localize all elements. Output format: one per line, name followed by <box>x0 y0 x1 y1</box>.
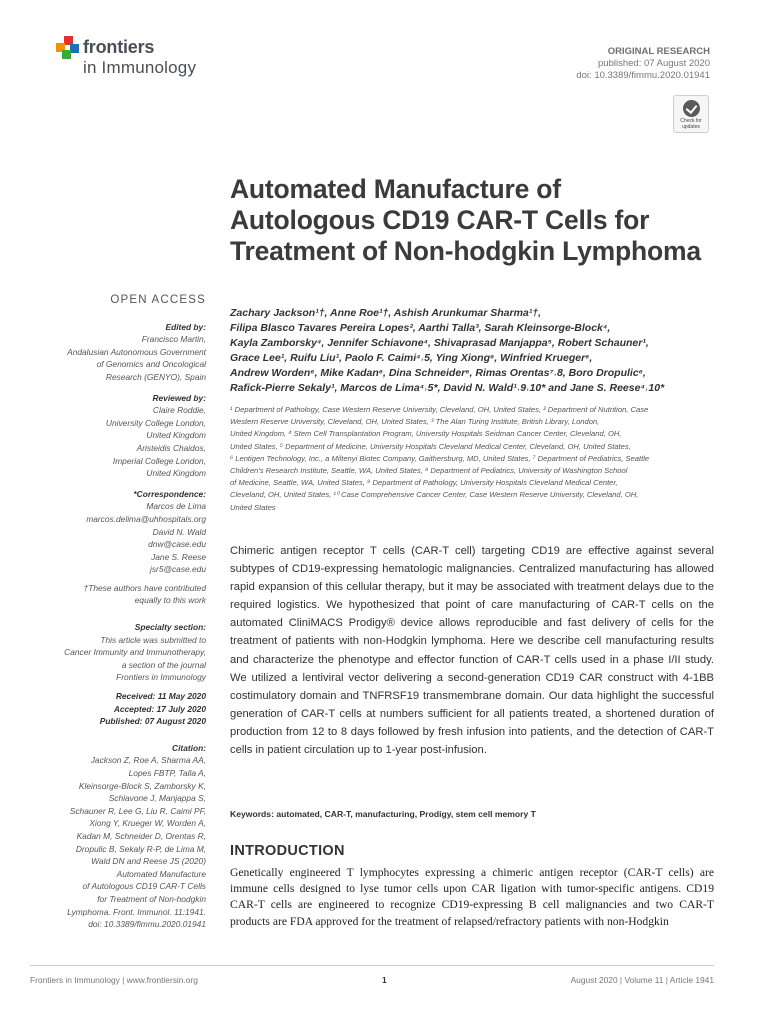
email-link[interactable]: dnw@case.edu <box>148 539 206 550</box>
footer-journal-link[interactable]: Frontiers in Immunology | www.frontiersin.org <box>30 975 198 985</box>
accepted-date: Accepted: 17 July 2020 <box>113 703 206 714</box>
article-type: ORIGINAL RESEARCH <box>607 46 710 57</box>
email-link[interactable]: jsr5@case.edu <box>150 564 206 575</box>
specialty-section-label: Specialty section: <box>134 622 206 633</box>
author-line: Grace Lee¹, Ruifu Liu¹, Paolo F. Caimi⁴˒5, Ying Xiong⁶, Winfried Krueger⁶, <box>230 352 593 364</box>
open-access-label: OPEN ACCESS <box>110 294 206 306</box>
citation-doi-link[interactable]: doi: 10.3389/fimmu.2020.01941 <box>88 919 206 930</box>
frontiers-logo-icon <box>56 36 80 60</box>
author-line: Filipa Blasco Tavares Pereira Lopes², Aarthi Talla³, Sarah Kleinsorge-Block⁴, <box>230 322 611 334</box>
equal-contribution-note: †These authors have contributed equally to this work <box>83 582 206 606</box>
abstract: Chimeric antigen receptor T cells (CAR-T cell) targeting CD19 are effective against several subtypes of CD19-expressing hematologic malignancies. Centralized manufacturing has allowed rapid expansion of this cellular therapy, but it may be associated with treatment delays due to the required logistics. We hypothesized that point of care manufacturing of CAR-T cells on the automated CliniMACS Prodigy® device allows reproducible and fast delivery of cells for the treatment of patients with non-Hodgkin lymphoma. Here we describe cell manufacturing results and characterize the phenotype and effector function of CAR-T cells used in a phase I/II study. We utilized a lentiviral vector delivering a second-generation CD19 CAR construct with 4-1BB costimulatory domain and TNFRSF19 transmembrane domain. Our data highlight the successful generation of CAR-T cells at numbers sufficient for all patients treated, a shortened duration of production from 12 to 8 days followed by fresh infusion into patients, and the detection of CAR-T cells in patient circulation up to 1-year post-infusion. <box>230 545 714 757</box>
reviewed-by-label: Reviewed by: <box>152 392 206 403</box>
article-meta <box>576 46 710 82</box>
citation-text: Jackson Z, Roe A, Sharma AA, Lopes FBTP, Talla A, Kleinsorge-Block S, Zamborsky K, Schiavone J, Manjappa S, Schauner R, Lee G, Liu R, Caimi PF, Xiong Y, Krueger W, Worden A, Kadan M, Schneider D, Orentas R, Dropulic B, Sekaly R-P, de Lima M, Wald DN and Reese JS (2020) Automated Manufacture of Autologous CD19 CAR-T Cells for Treatment of Non-hodgkin Lymphoma. Front. Immunol. 11:1941. doi: 10.3389/fimmu.2020.01941 <box>30 754 206 930</box>
page-footer <box>30 965 714 985</box>
keywords: Keywords: automated, CAR-T, manufacturing, Prodigy, stem cell memory T <box>230 809 536 819</box>
email-link[interactable]: marcos.delima@uhhospitals.org <box>86 513 206 524</box>
correspondence-list: Marcos de Lima marcos.delima@uhhospitals.org David N. Wald dnw@case.edu Jane S. Reese jsr5@case.edu <box>30 500 206 576</box>
check-for-updates-button[interactable] <box>673 95 709 133</box>
introduction-text: Genetically engineered T lymphocytes expressing a chimeric antigen receptor (CAR-T cells) are immune cells designed to lyse tumor cells upon CAR ligation with tumor-specific antigens. CD19 CAR-T cells are engineered to recognize CD19-expressing B cell malignancies and two CAR-T products are FDA approved for the treatment of relapsed/refractory patients with non-Hodgkin <box>230 866 714 928</box>
edited-by-list: Francisco Martin, Andalusian Autonomous Government of Genomics and Oncological Research (GENYO), Spain <box>67 334 206 382</box>
author-line: Rafick-Pierre Sekaly¹, Marcos de Lima⁴˒5*, David N. Wald¹˒9˒10* and Jane S. Reese⁴˒10* <box>230 382 665 394</box>
author-line: Kayla Zamborsky⁴, Jennifer Schiavone⁴, Shivaprasad Manjappa⁵, Robert Schauner¹, <box>230 337 649 349</box>
sidebar <box>30 294 206 931</box>
specialty-section-text: This article was submitted to Cancer Immunity and Immunotherapy, a section of the journal Frontiers in Immunology <box>64 634 206 683</box>
correspondence-label: *Correspondence: <box>133 488 206 499</box>
article-doi[interactable]: doi: 10.3389/fimmu.2020.01941 <box>576 70 710 81</box>
article-title: Automated Manufacture of Autologous CD19 CAR-T Cells for Treatment of Non-hodgkin Lymphoma <box>230 174 701 266</box>
footer-issue-info: August 2020 | Volume 11 | Article 1941 <box>570 975 714 985</box>
journal-name-line2: in Immunology <box>83 58 197 77</box>
journal-name-line1: frontiers <box>83 37 155 57</box>
published-date: published: 07 August 2020 <box>598 58 710 69</box>
author-line: Andrew Worden⁶, Mike Kadan⁶, Dina Schneider⁶, Rimas Orentas⁷˒8, Boro Dropulic⁶, <box>230 367 646 379</box>
citation-label: Citation: <box>172 742 206 753</box>
section-heading-introduction: INTRODUCTION <box>230 843 345 859</box>
check-icon <box>683 100 700 117</box>
affiliations: ¹ Department of Pathology, Case Western Reserve University, Cleveland, OH, United States, ² Department of Nutrition, Case Western Reserve University, Cleveland, OH, United States, ³ The Alan Turing Institute, British Library, London, United Kingdom, ⁴ Stem Cell Transplantation Program, University Hospitals Seidman Cancer Center, Cleveland, OH, United States, ⁵ Department of Medicine, University Hospitals Cleveland Medical Center, Cleveland, OH, United States, ⁶ Lentigen Technology, Inc., a Miltenyi Biotec Company, Gaithersburg, MD, United States, ⁷ Department of Pediatrics, Seattle Children's Research Institute, Seattle, WA, United States, ⁸ Department of Pediatrics, University of Washington School of Medicine, Seattle, WA, United States, ⁹ Department of Pathology, University Hospitals Cleveland Medical Center, Cleveland, OH, United States, ¹⁰ Case Comprehensive Cancer Center, Case Western Reserve University, Cleveland, OH, United States <box>230 405 650 512</box>
reviewed-by-list: Claire Roddie, University College London, United Kingdom Aristeidis Chaidos, Imperial College London, United Kingdom <box>105 405 206 479</box>
published-date-sidebar: Published: 07 August 2020 <box>99 716 206 727</box>
edited-by-label: Edited by: <box>165 321 206 332</box>
author-line: Zachary Jackson¹†, Anne Roe¹†, Ashish Arunkumar Sharma¹†, <box>230 307 542 319</box>
check-updates-label: Check for updates <box>680 118 702 130</box>
author-list <box>230 306 710 396</box>
received-date: Received: 11 May 2020 <box>115 691 206 702</box>
journal-logo <box>56 34 226 82</box>
page-number: 1 <box>382 975 387 985</box>
